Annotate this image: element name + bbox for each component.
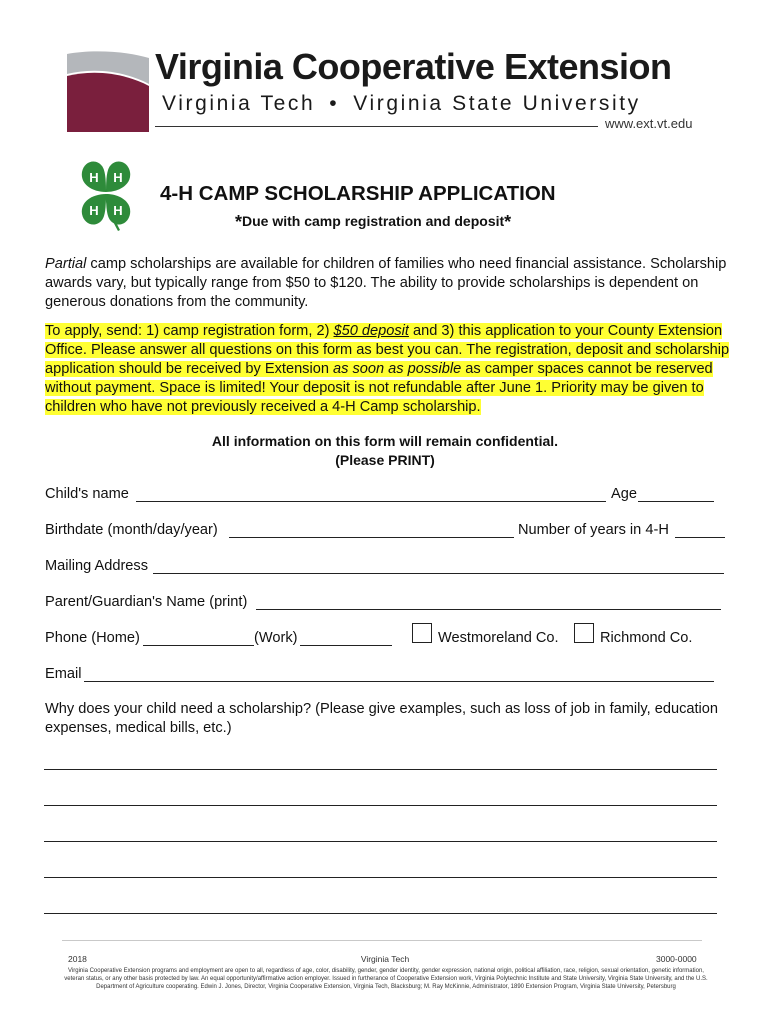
- scholarship-question: Why does your child need a scholarship? (Please give examples, such as loss of job in family, education expenses, medical bills, etc.): [45, 701, 719, 736]
- richmond-label: Richmond Co.: [600, 630, 693, 646]
- instructions-text-1: To apply, send: 1) camp registration form, 2): [45, 323, 334, 339]
- footer-fine-print: Virginia Cooperative Extension programs and employment are open to all, regardless of age, color, disability, gender, gender identity, gender expression, national origin, political affiliation, race, religion, sexual orientation, genetic information, veteran status, or any other basis protected by law. An equal opportunity/affirmative action employer. Issued in furtherance of Cooperative Extension work, Virginia Polytechnic Institute and State University, Virginia State University, and the U.S. Department of Agriculture cooperating. Edwin J. Jones, Director, Virginia Cooperative Extension, Virginia Tech, Blacksburg; M. Ray McKinnie, Administrator, 1890 Extension Program, Virginia State University, Petersburg: [64, 968, 708, 990]
- asterisk: *: [504, 212, 512, 232]
- org-universities: [162, 92, 641, 116]
- intro-text: camp scholarships are available for children of families who need financial assistance. Scholarship awards vary, but typically range from $50 to $120. The ability to provide scholarships is dependent on generous donations from the community.: [45, 256, 727, 310]
- email-field[interactable]: [84, 681, 714, 682]
- footer-center: Virginia Tech: [360, 954, 410, 964]
- footer-divider: [62, 940, 702, 941]
- deposit-amount: $50 deposit: [333, 323, 409, 339]
- org-url: www.ext.vt.edu: [605, 116, 693, 131]
- instructions-asap: as soon as possible: [333, 361, 462, 377]
- instructions-text-2: and 3) this application to your County Extension Office. Please answer all questions on this form as best you can. The registration, deposit and scholarship application should be received by Extension: [45, 323, 730, 377]
- birthdate-field[interactable]: [229, 537, 514, 538]
- answer-line[interactable]: [44, 769, 717, 770]
- print-notice: (Please PRINT): [335, 452, 435, 468]
- years-4h-label: Number of years in 4-H: [518, 522, 669, 538]
- footer-code: 3000-0000: [656, 954, 697, 964]
- instructions-paragraph: [45, 322, 735, 417]
- separator-dot: •: [329, 92, 340, 115]
- years-4h-field[interactable]: [675, 537, 725, 538]
- phone-work-label: (Work): [254, 630, 298, 646]
- age-field[interactable]: [638, 501, 714, 502]
- header-divider: [155, 126, 598, 127]
- intro-paragraph: [45, 255, 735, 312]
- 4h-clover-icon: [62, 152, 150, 240]
- answer-line[interactable]: [44, 877, 717, 878]
- subtitle-text: Due with camp registration and deposit: [242, 213, 505, 229]
- phone-home-label: Phone (Home): [45, 630, 140, 646]
- parent-name-field[interactable]: [256, 609, 721, 610]
- form-subtitle: [235, 212, 511, 233]
- phone-work-field[interactable]: [300, 645, 392, 646]
- birthdate-label: Birthdate (month/day/year): [45, 522, 218, 538]
- parent-name-label: Parent/Guardian's Name (print): [45, 594, 248, 610]
- svg-text:H: H: [113, 170, 123, 185]
- form-title: 4-H CAMP SCHOLARSHIP APPLICATION: [160, 182, 556, 205]
- svg-text:H: H: [113, 203, 123, 218]
- instructions-text-3: as camper spaces cannot be reserved without payment. Space is limited! Your deposit is not refundable after June 1. Priority may be given to children who have not previously received a 4-H Camp scholarship.: [45, 361, 713, 415]
- university-right: Virginia State University: [353, 92, 641, 115]
- answer-line[interactable]: [44, 913, 717, 914]
- answer-line[interactable]: [44, 841, 717, 842]
- asterisk: *: [235, 212, 243, 232]
- mailing-address-field[interactable]: [153, 573, 724, 574]
- confidential-notice: [0, 432, 770, 470]
- mailing-address-label: Mailing Address: [45, 558, 149, 574]
- intro-partial: Partial: [45, 256, 87, 272]
- email-label: Email: [45, 666, 82, 682]
- svg-text:H: H: [89, 203, 99, 218]
- westmoreland-label: Westmoreland Co.: [438, 630, 559, 646]
- child-name-field[interactable]: [136, 501, 606, 502]
- age-label: Age: [611, 486, 637, 502]
- confidential-line: All information on this form will remain confidential.: [211, 433, 559, 449]
- org-name: Virginia Cooperative Extension: [155, 46, 672, 87]
- svg-text:H: H: [89, 170, 99, 185]
- westmoreland-checkbox[interactable]: [412, 623, 432, 643]
- footer-year: 2018: [68, 954, 87, 964]
- vce-logo-icon: [67, 50, 149, 132]
- phone-home-field[interactable]: [143, 645, 254, 646]
- university-left: Virginia Tech: [162, 92, 316, 115]
- child-name-label: Child's name: [45, 486, 129, 502]
- richmond-checkbox[interactable]: [574, 623, 594, 643]
- answer-line[interactable]: [44, 805, 717, 806]
